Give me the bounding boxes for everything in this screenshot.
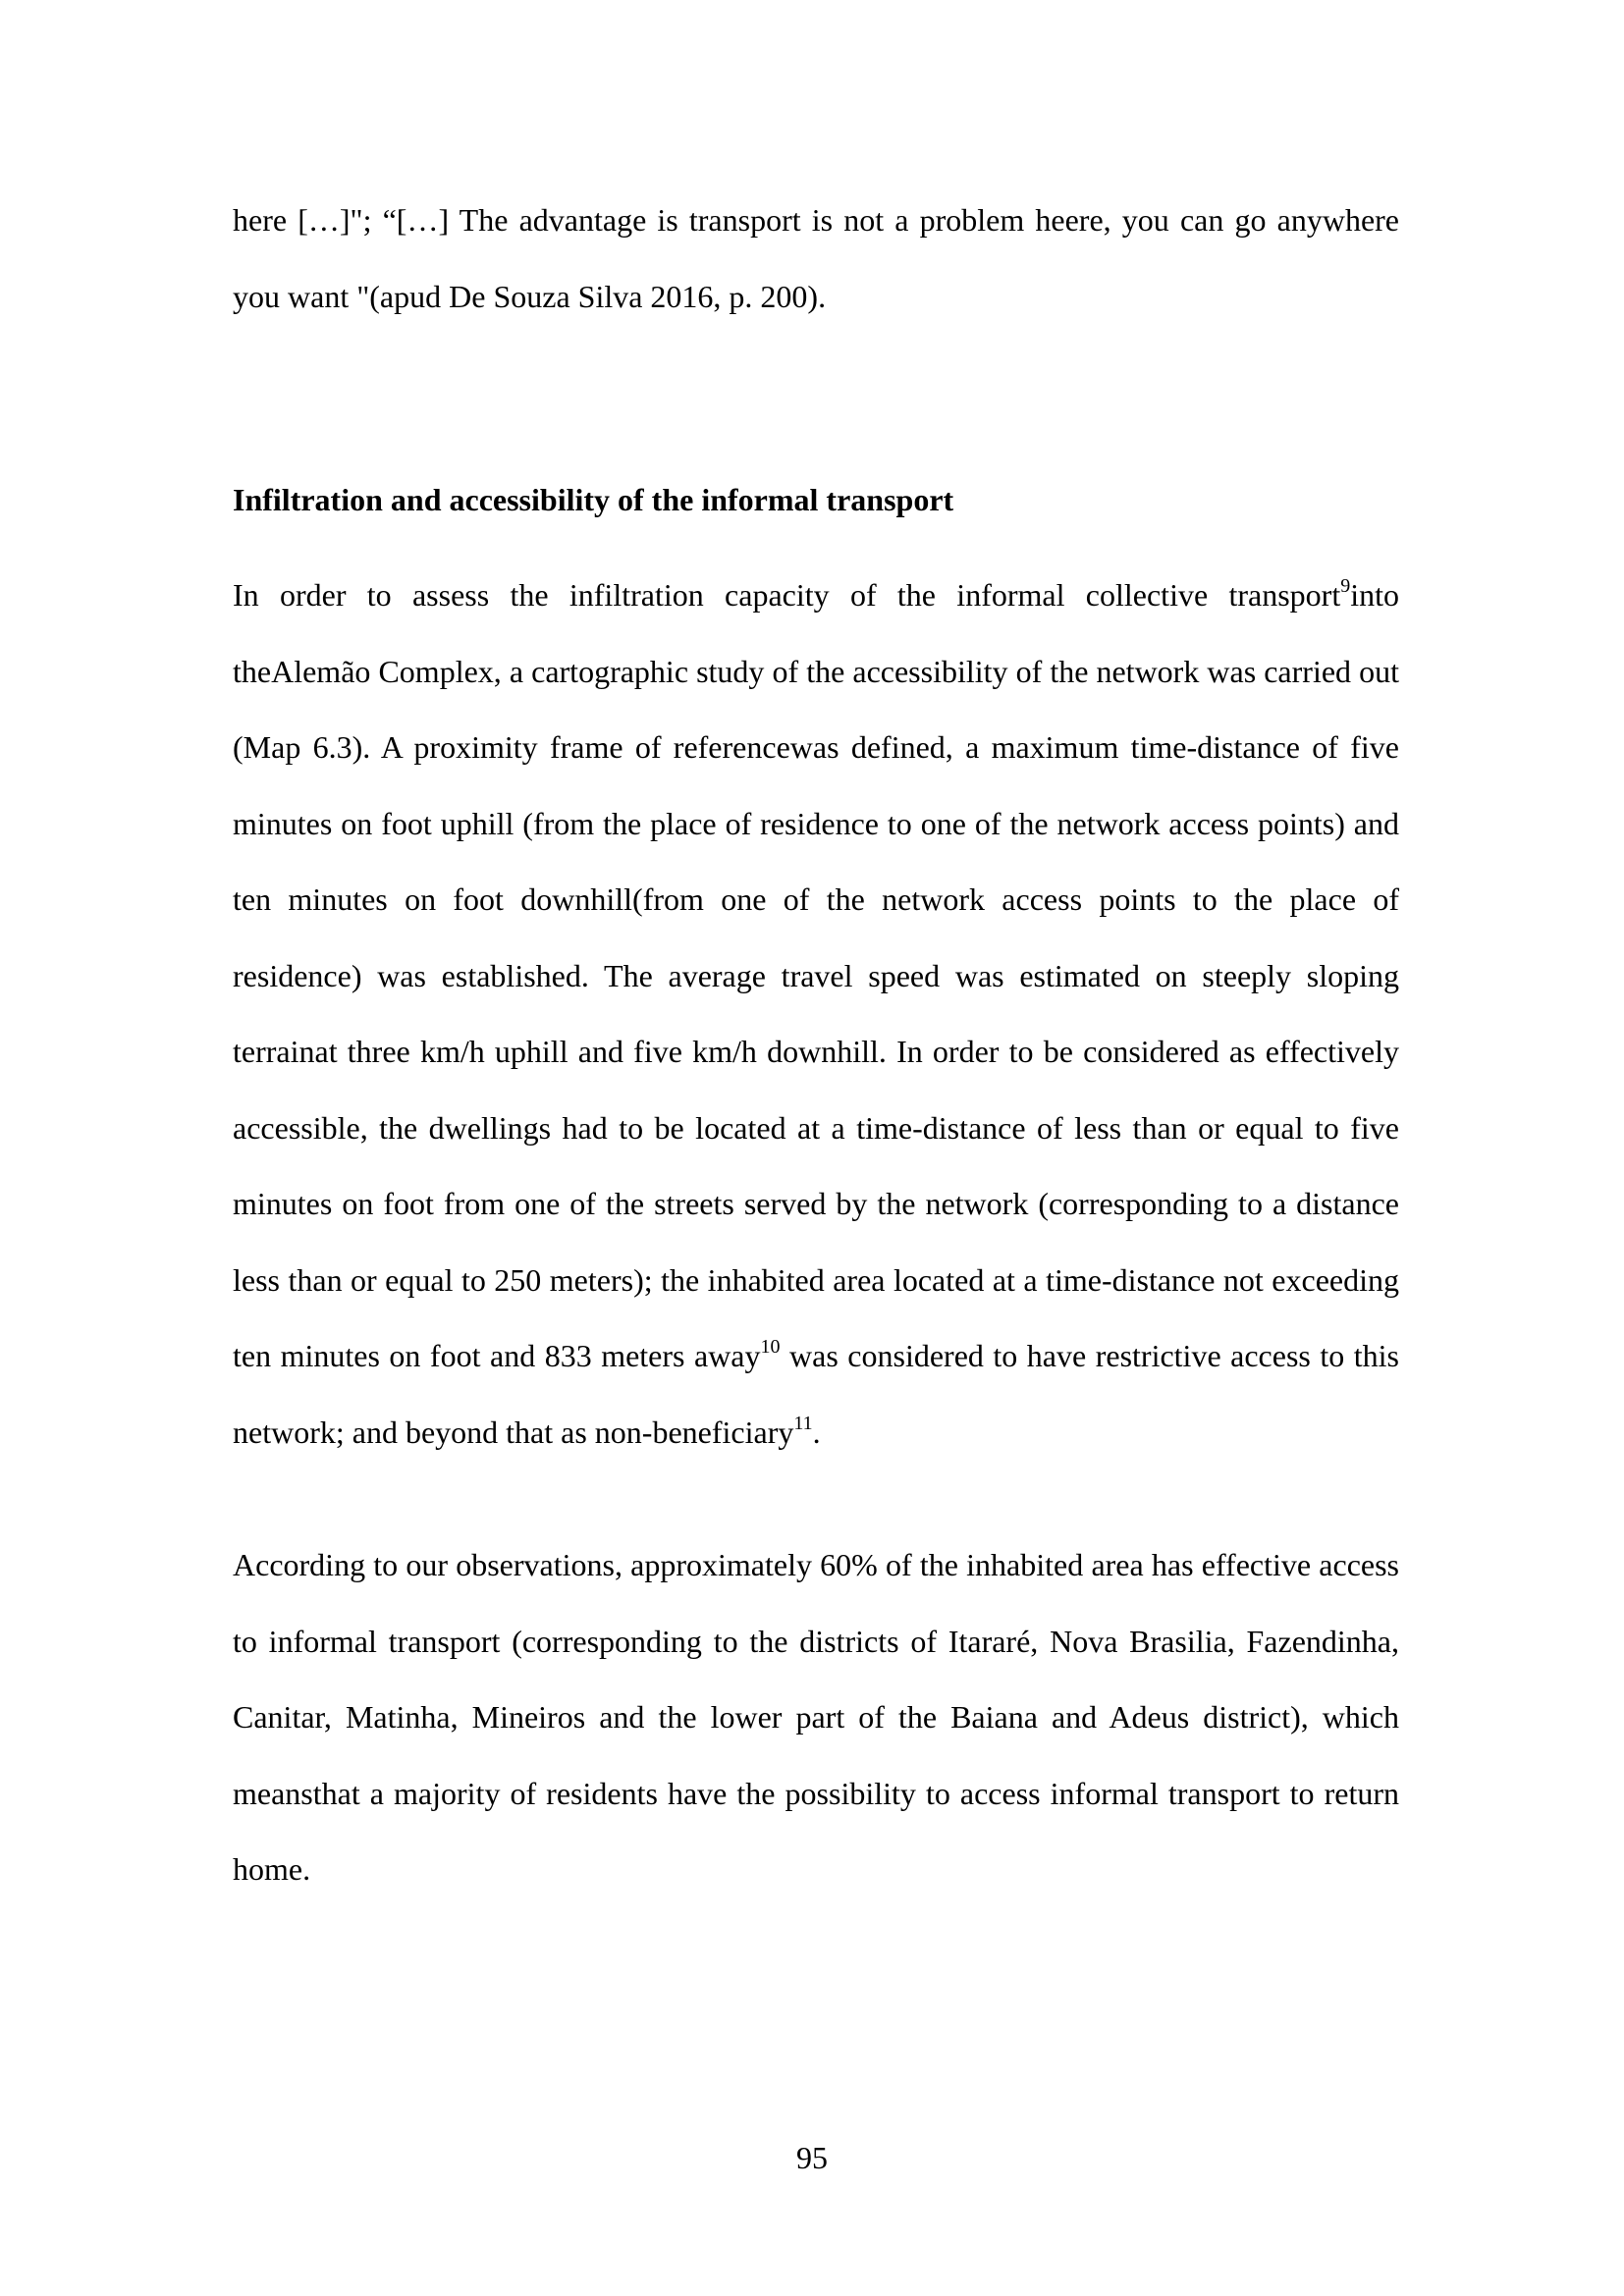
paragraph-text-part1: In order to assess the infiltration capacity of the informal collective transport (233, 577, 1341, 613)
section-heading: Infiltration and accessibility of the informal transport (233, 482, 954, 517)
footnote-ref-9: 9 (1340, 575, 1351, 597)
quote-paragraph: here […]"; “[…] The advantage is transport is not a problem heere, you can go anywhere you want "(apud De Souza Silva 2016, p. 200). (233, 202, 1399, 314)
page-number: 95 (796, 2140, 828, 2175)
footnote-ref-11: 11 (793, 1412, 813, 1434)
body-paragraph-accessibility (233, 558, 1399, 1470)
page-content (233, 183, 1399, 1908)
footnote-ref-10: 10 (760, 1336, 781, 1358)
paragraph-text-part3: was considered to have restrictive access to this network; and beyond that as non-beneficiary (233, 1338, 1400, 1450)
paragraph-text-part4: . (812, 1414, 821, 1450)
paragraph-text-part2: into theAlemão Complex, a cartographic study of the accessibility of the network was carried out (Map 6.3). A proximity frame of referencewas defined, a maximum time-distance of five minutes on foot uphill (from the place of residence to one of the network access points) and ten minutes on foot downhill(from one of the network access points to the place of residence) was established. The average travel speed was estimated on steeply sloping terrainat three km/h uphill and five km/h downhill. In order to be considered as effectively accessible, the dwellings had to be located at a time-distance of less than or equal to five minutes on foot from one of the streets served by the network (corresponding to a distance less than or equal to 250 meters); the inhabited area located at a time-distance not exceeding ten minutes on foot and 833 meters away (233, 577, 1399, 1373)
body-paragraph-observations: According to our observations, approximately 60% of the inhabited area has effective access to informal transport (corresponding to the districts of Itararé, Nova Brasilia, Fazendinha, Canitar, Matinha, Mineiros and the lower part of the Baiana and Adeus district), which meansthat a majority of residents have the possibility to access informal transport to return home. (233, 1547, 1399, 1887)
